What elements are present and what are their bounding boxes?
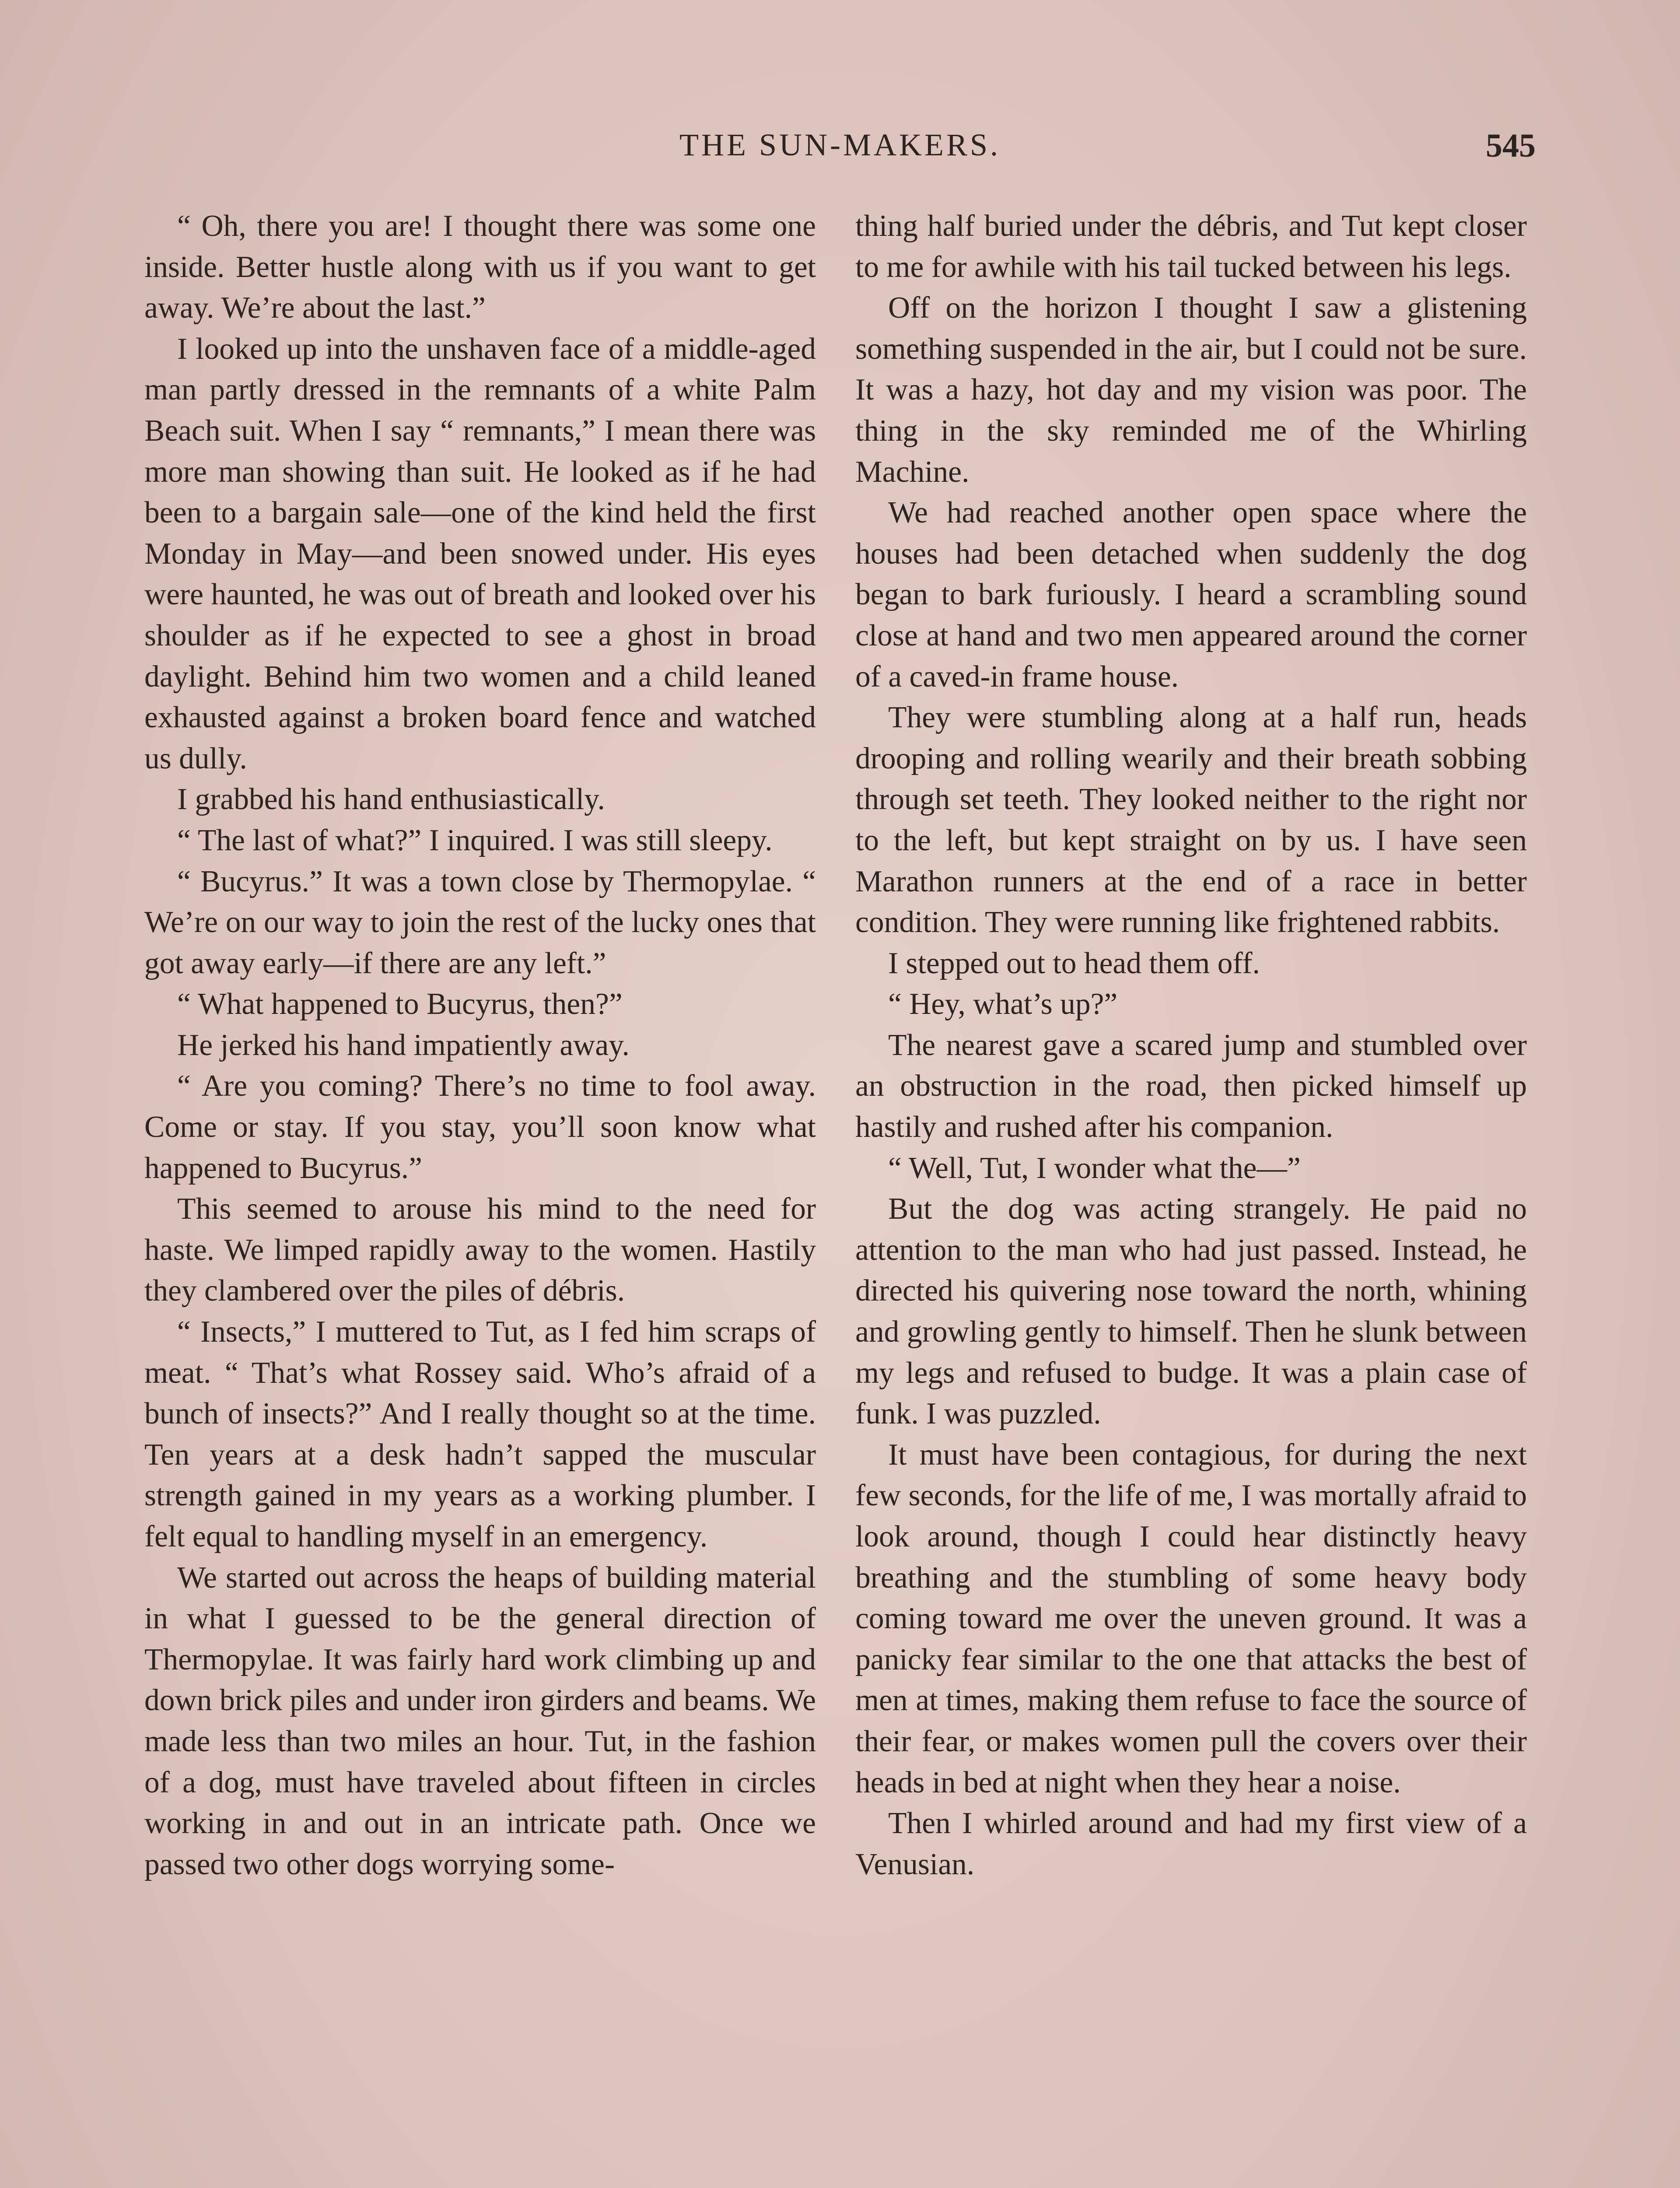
paragraph: The nearest gave a scared jump and stumbled over an obstruction in the road, then picked himself up hastily and rushed after his companion.: [855, 1028, 1527, 1144]
paragraph: “ Hey, what’s up?”: [888, 987, 1118, 1021]
running-title: THE SUN-MAKERS.: [679, 127, 1001, 162]
paragraph: “ Are you coming? There’s no time to fool away. Come or stay. If you stay, you’ll soon know what happened to Bucyrus.”: [144, 1069, 816, 1185]
paragraph: We had reached another open space where the houses had been detached when suddenly the dog began to bark furiously. I heard a scrambling sound close at hand and two men appeared around the corner of a caved-in frame house.: [855, 496, 1527, 694]
paragraph: “ What happened to Bucyrus, then?”: [177, 987, 623, 1021]
left-column: [144, 206, 816, 1885]
paragraph: This seemed to arouse his mind to the need for haste. We limped rapidly away to the women. Hastily they clambered over the piles of débris.: [144, 1192, 816, 1308]
paragraph: He jerked his hand impatiently away.: [177, 1028, 630, 1062]
page-header: [144, 127, 1536, 175]
paragraph: I stepped out to head them off.: [888, 946, 1260, 980]
paragraph: “ Oh, there you are! I thought there was some one inside. Better hustle along with us if you want to get away. We’re about the last.”: [144, 209, 816, 325]
paragraph: “ Well, Tut, I wonder what the—”: [888, 1151, 1301, 1185]
paragraph: I grabbed his hand enthusiastically.: [177, 782, 605, 817]
paragraph: “ Insects,” I muttered to Tut, as I fed him scraps of meat. “ That’s what Rossey said. Who’s afraid of a bunch of insects?” And I really thought so at the time. Ten years at a desk hadn’t sapped the muscular strength gained in my years as a working plumber. I felt equal to handling myself in an emergency.: [144, 1315, 816, 1553]
paragraph: I looked up into the unshaven face of a middle-aged man partly dressed in the remnants of a white Palm Beach suit. When I say “ remnants,” I mean there was more man showing than suit. He looked as if he had been to a bargain sale—one of the kind held the first Monday in May—and been snowed under. His eyes were haunted, he was out of breath and looked over his shoulder as if he expected to see a ghost in broad daylight. Behind him two women and a child leaned exhausted against a broken board fence and watched us dully.: [144, 332, 816, 775]
paragraph: But the dog was acting strangely. He paid no attention to the man who had just passed. Instead, he directed his quivering nose toward the north, whining and growling gently to himself. Then he slunk between my legs and refused to budge. It was a plain case of funk. I was puzzled.: [855, 1192, 1527, 1431]
right-column: [855, 206, 1527, 1885]
paragraph: It must have been contagious, for during the next few seconds, for the life of me, I was mortally afraid to look around, though I could hear distinctly heavy breathing and the stumbling of some heavy body coming toward me over the uneven ground. It was a panicky fear similar to the one that attacks the best of men at times, making them refuse to face the source of their fear, or makes women pull the covers over their heads in bed at night when they hear a noise.: [855, 1438, 1527, 1799]
paragraph: They were stumbling along at a half run, heads drooping and rolling wearily and their breath sobbing through set teeth. They looked neither to the right nor to the left, but kept straight on by us. I have seen Marathon runners at the end of a race in better condition. They were running like frightened rabbits.: [855, 701, 1527, 940]
paragraph: “ Bucyrus.” It was a town close by Thermopylae. “ We’re on our way to join the rest of the lucky ones that got away early—if there are any left.”: [144, 864, 816, 980]
paragraph: Then I whirled around and had my first view of a Venusian.: [855, 1806, 1527, 1881]
paragraph: thing half buried under the débris, and Tut kept closer to me for awhile with his tail tucked between his legs.: [855, 209, 1527, 284]
paragraph: Off on the horizon I thought I saw a glistening something suspended in the air, but I could not be sure. It was a hazy, hot day and my vision was poor. The thing in the sky reminded me of the Whirling Machine.: [855, 291, 1527, 489]
paragraph: “ The last of what?” I inquired. I was still sleepy.: [177, 823, 773, 857]
paragraph: We started out across the heaps of building material in what I guessed to be the general direction of Thermopylae. It was fairly hard work climbing up and down brick piles and under iron girders and beams. We made less than two miles an hour. Tut, in the fashion of a dog, must have traveled about fifteen in circles working in and out in an intricate path. Once we passed two other dogs worrying some-: [144, 1560, 816, 1881]
page-number: 545: [1486, 127, 1536, 164]
